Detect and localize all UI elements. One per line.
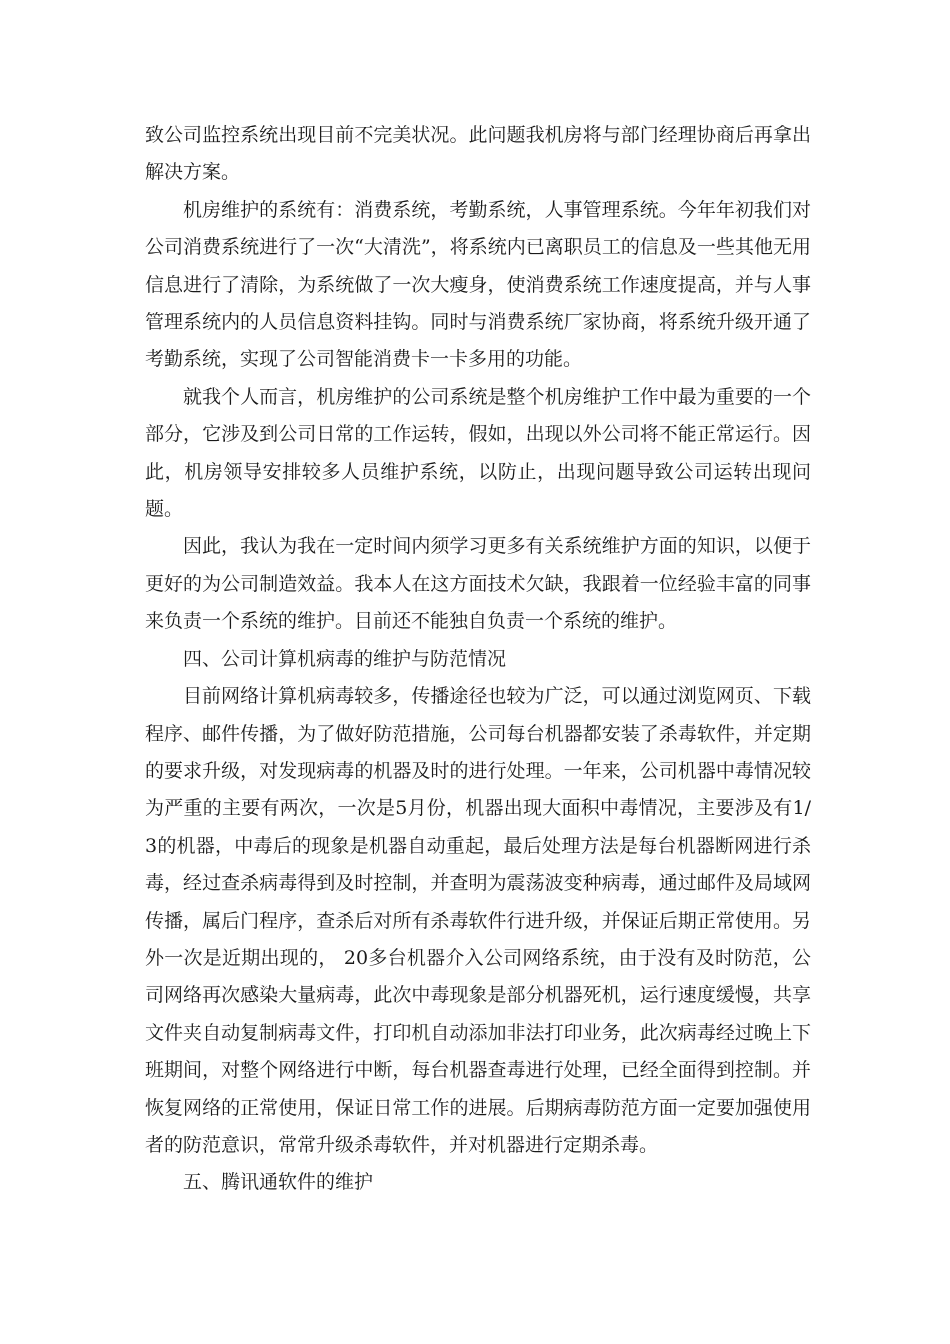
paragraph-continuation: 致公司监控系统出现目前不完美状况。此问题我机房将与部门经理协商后再拿出解决方案。 <box>145 124 811 184</box>
section-heading-rtx: 五、腾讯通软件的维护 <box>183 1171 374 1194</box>
paragraph-system-maintenance: 机房维护的系统有：消费系统，考勤系统，人事管理系统。今年年初我们对公司消费系统进行了一次“大清洗”，将系统内已离职员工的信息及一些其他无用信息进行了清除，为系统做了一次大瘦身，使消费系统工作速度提高，并与人事管理系统内的人员信息资料挂钩。同时与消费系统厂家协商，将系统升级开通了考勤系统，实现了公司智能消费卡一卡多用的功能。 <box>145 198 811 371</box>
paragraph-personal-view: 就我个人而言，机房维护的公司系统是整个机房维护工作中最为重要的一个部分，它涉及到公司日常的工作运转，假如，出现以外公司将不能正常运行。因此，机房领导安排较多人员维护系统，以防止，出现问题导致公司运转出现问题。 <box>145 385 811 521</box>
document-body <box>145 117 811 1202</box>
paragraph-virus-details: 目前网络计算机病毒较多，传播途径也较为广泛，可以通过浏览网页、下载程序、邮件传播，为了做好防范措施，公司每台机器都安装了杀毒软件，并定期的要求升级，对发现病毒的机器及时的进行处理。一年来，公司机器中毒情况较为严重的主要有两次，一次是5月份，机器出现大面积中毒情况，主要涉及有1/3的机器，中毒后的现象是机器自动重起，最后处理方法是每台机器断网进行杀毒，经过查杀病毒得到及时控制，并查明为震荡波变种病毒，通过邮件及局域网传播，属后门程序，查杀后对所有杀毒软件行进升级，并保证后期正常使用。另外一次是近期出现的， 20多台机器介入公司网络系统，由于没有及时防范，公司网络再次感染大量病毒，此次中毒现象是部分机器死机，运行速度缓慢，共享文件夹自动复制病毒文件，打印机自动添加非法打印业务，此次病毒经过晚上下班期间，对整个网络进行中断，每台机器查毒进行处理，已经全面得到控制。并恢复网络的正常使用，保证日常工作的进展。后期病毒防范方面一定要加强使用者的防范意识，常常升级杀毒软件，并对机器进行定期杀毒。 <box>145 685 811 1156</box>
section-heading-virus: 四、公司计算机病毒的维护与防范情况 <box>183 647 507 670</box>
paragraph-learning-plan: 因此，我认为我在一定时间内须学习更多有关系统维护方面的知识，以便于更好的为公司制造效益。我本人在这方面技术欠缺，我跟着一位经验丰富的同事来负责一个系统的维护。目前还不能独自负责一个系统的维护。 <box>145 535 811 633</box>
